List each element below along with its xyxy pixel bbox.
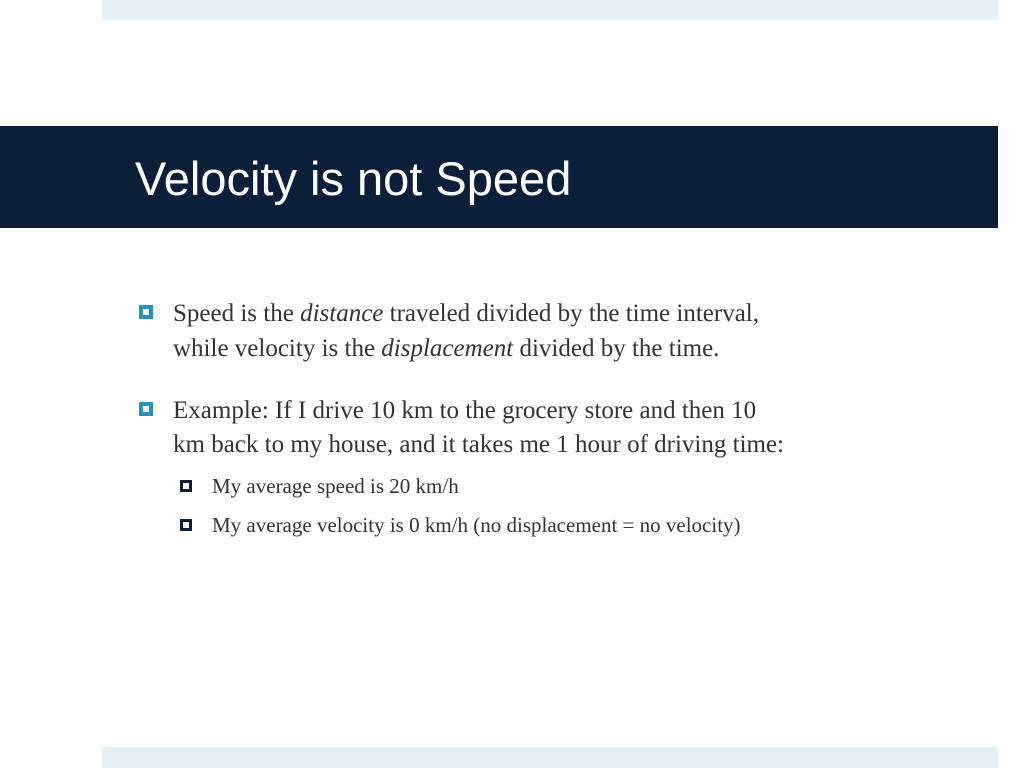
bullet-1-emphasis-displacement: displacement bbox=[381, 335, 514, 362]
bullet-1-text-a: Speed is the bbox=[173, 300, 301, 327]
bullet-1-text-d: divided by the time. bbox=[513, 335, 720, 362]
sub-bullet-2: My average velocity is 0 km/h (no displacement = no velocity) bbox=[212, 513, 741, 537]
bottom-decorative-band bbox=[102, 747, 998, 768]
top-decorative-band bbox=[102, 0, 998, 20]
bullet-1-emphasis-distance: distance bbox=[300, 300, 384, 327]
square-bullet-icon bbox=[139, 402, 153, 416]
bullet-1-text-c: while velocity is the bbox=[173, 335, 382, 362]
bullet-1-line-2 bbox=[173, 332, 719, 366]
bullet-1-line-1 bbox=[173, 297, 759, 331]
square-subbullet-icon bbox=[180, 519, 192, 531]
bullet-2-line-1: Example: If I drive 10 km to the grocery store and then 10 bbox=[173, 397, 757, 424]
bullet-2-line-2: km back to my house, and it takes me 1 hour of driving time: bbox=[173, 431, 784, 458]
square-subbullet-icon bbox=[180, 480, 192, 492]
bullet-1-text-b: traveled divided by the time interval, bbox=[383, 300, 759, 327]
slide-title: Velocity is not Speed bbox=[135, 152, 572, 205]
square-bullet-icon bbox=[139, 305, 153, 319]
sub-bullet-1: My average speed is 20 km/h bbox=[212, 474, 459, 498]
